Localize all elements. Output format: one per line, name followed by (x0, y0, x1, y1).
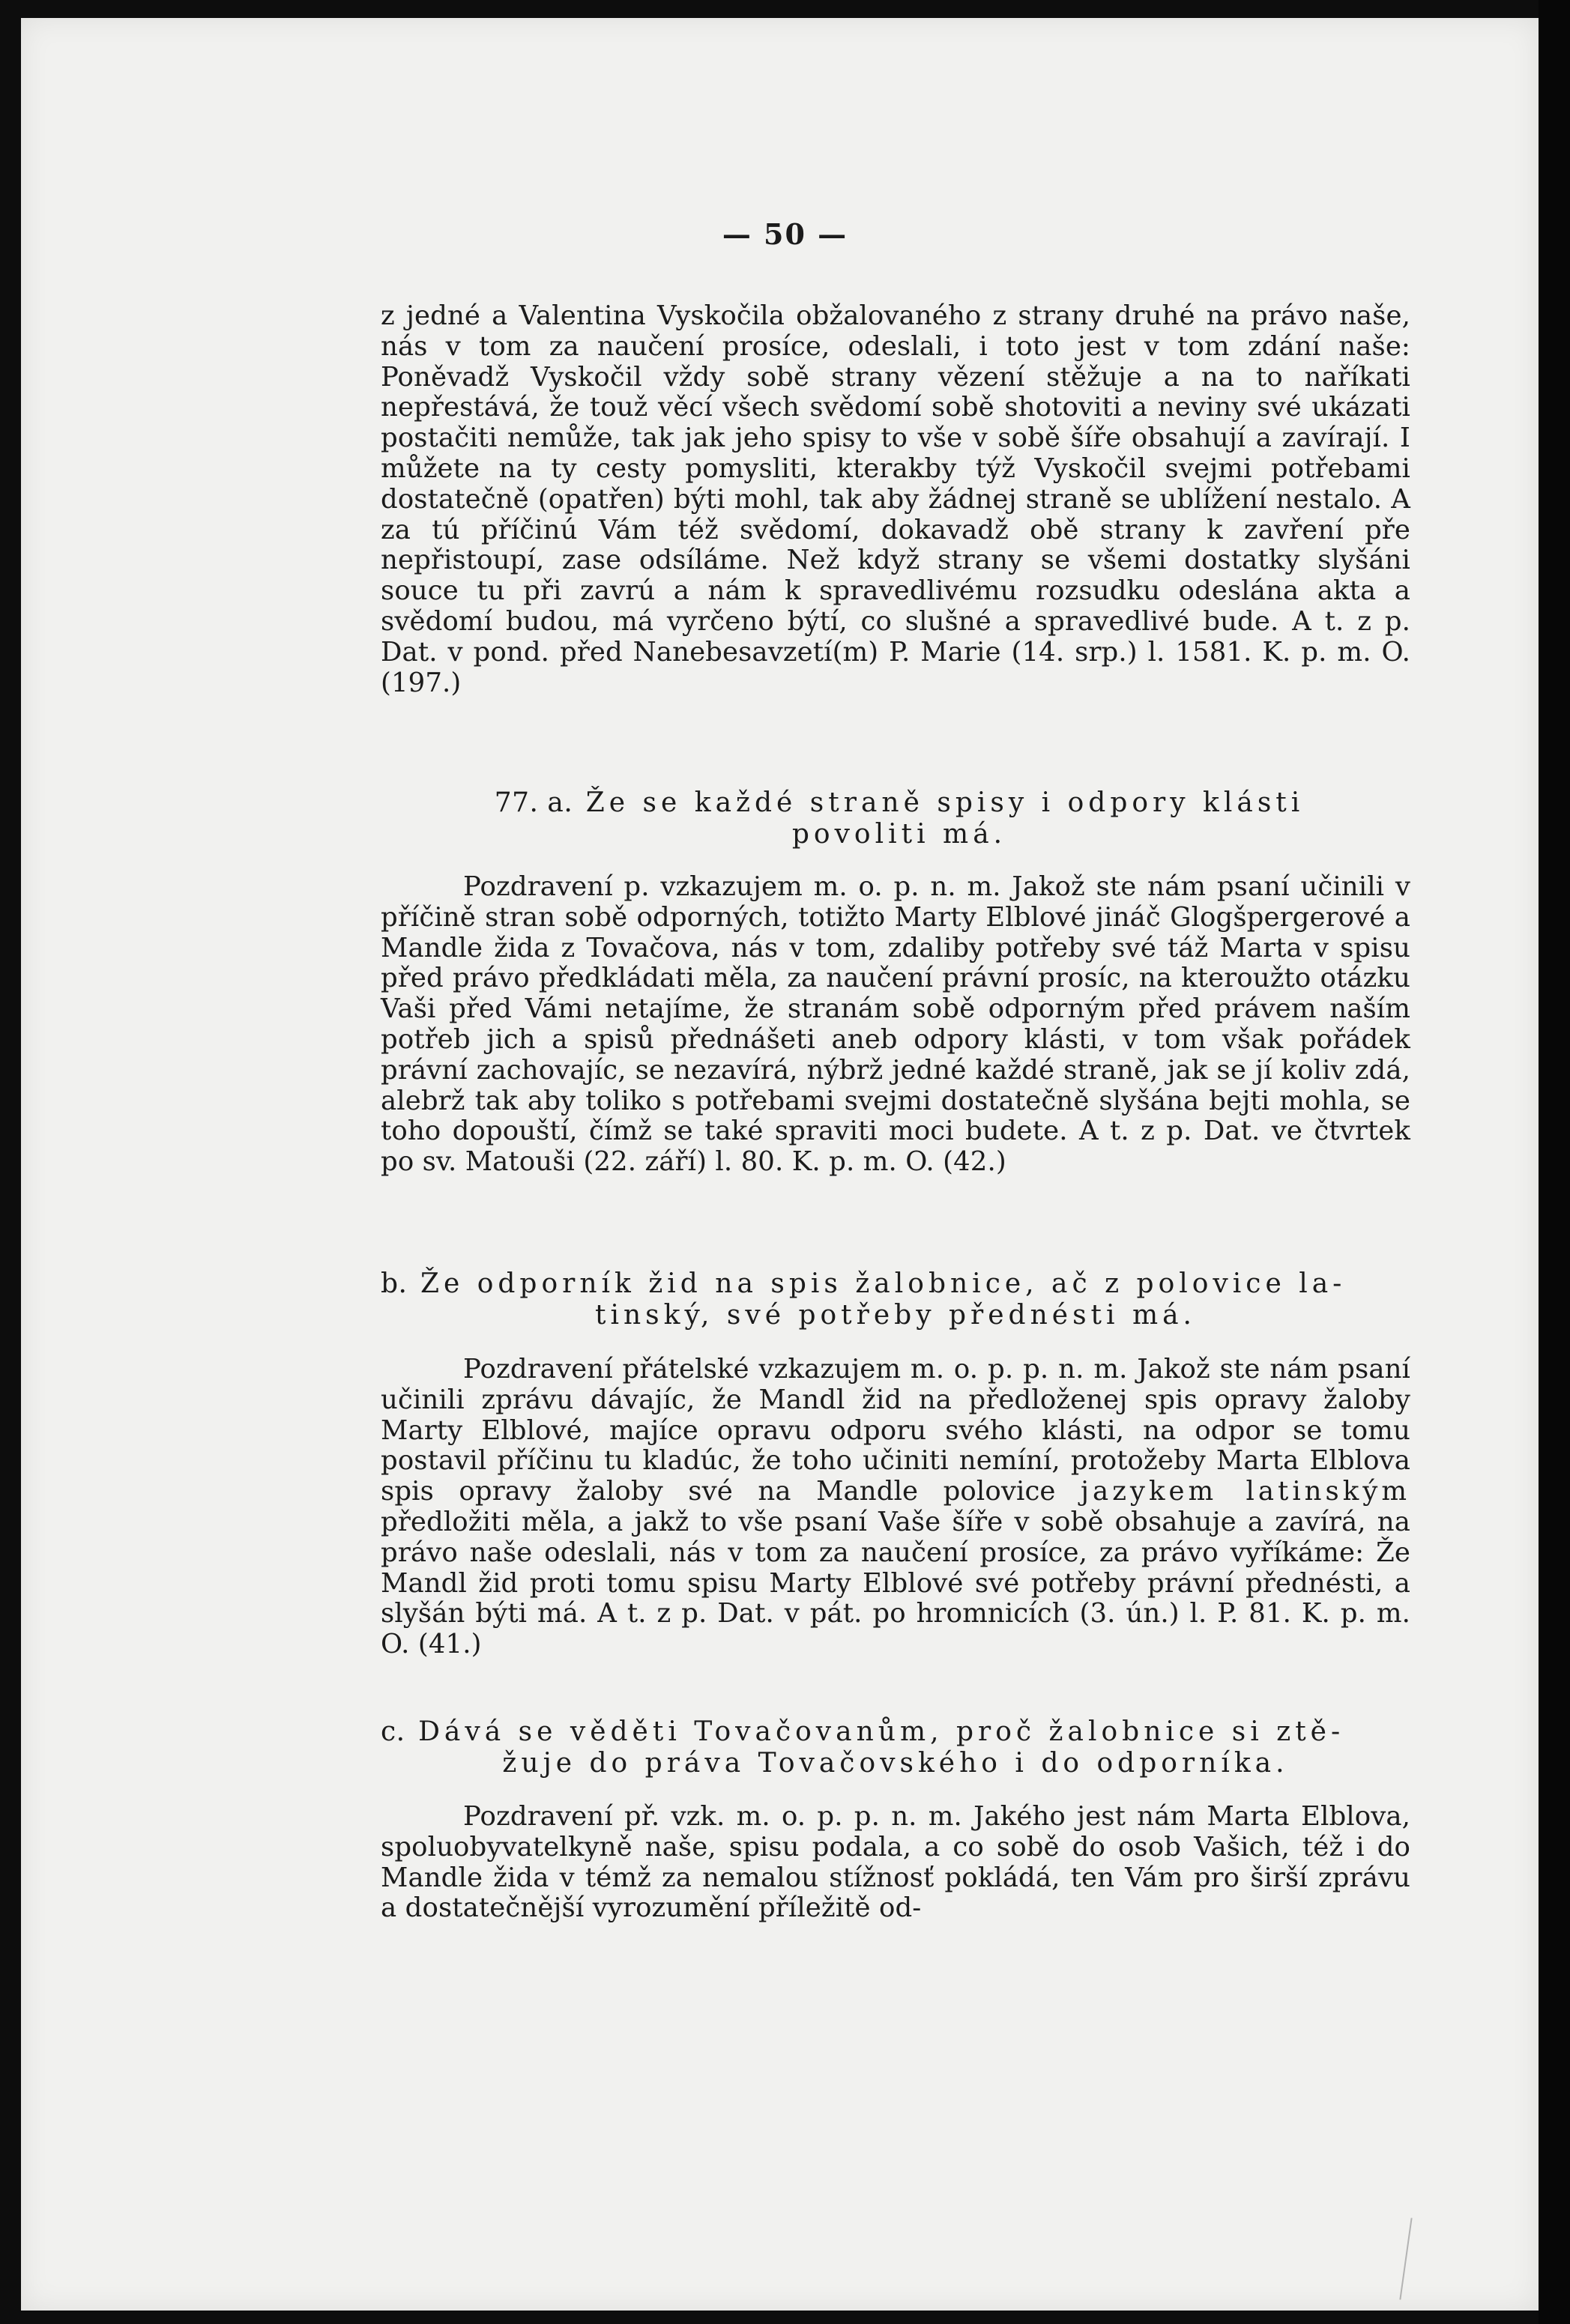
paragraph-b-spaced: jazykem latinským (1081, 1476, 1410, 1507)
scan-edge (1539, 0, 1570, 2324)
continuation-paragraph: z jedné a Valentina Vyskočila obžalovaného z strany druhé na právo naše, nás v tom za naučení prosíce, odeslali, i toto jest v tom zdání naše: Poněvadž Vyskočil vždy sobě strany vězení stěžuje a na to naříkati nepřestává, že touž věcí všech svědomí sobě shotoviti a neviny své ukázati postačiti nemůže, tak jak jeho spisy to vše v sobě šíře obsahují a zavírají. I můžete na ty cesty pomysliti, kterakby týž Vyskočil svejmi potřebami dostatečně (opatřen) býti mohl, tak aby žádnej straně se ublížení nestalo. A za tú příčinú Vám též svědomí, dokavadž obě strany k zavření pře nepřistoupí, zase odsíláme. Než když strany se všemi dostatky slyšáni souce tu při zavrú a nám k spravedlivému rozsudku odeslána akta a svědomí budou, má vyrčeno býtí, co slušné a spravedlivé bude. A t. z p. Dat. v pond. před Nanebesavzetí(m) P. Marie (14. srp.) l. 1581. K. p. m. O. (197.) (381, 300, 1410, 698)
heading-77a (420, 787, 1379, 850)
heading-77a-title: Že se každé straně spisy i odpory klásti povoliti má. (585, 787, 1305, 850)
heading-b-number: b. (381, 1268, 408, 1299)
heading-b (381, 1268, 1410, 1300)
heading-c-number: c. (381, 1716, 405, 1747)
paragraph-77a: Pozdravení p. vzkazujem m. o. p. n. m. Jakož ste nám psaní učinili v příčině stran sobě odporných, totižto Marty Elblové jináč Glogšpergerové a Mandle žida z Tovačova, nás v tom, zdaliby potřeby své táž Marta v spisu před právo předkládati měla, za naučení právní prosíc, na kteroužto otázku Vaši před Vámi netajíme, že stranám sobě odporným před právem naším potřeb jich a spisů přednášeti aneb odpory klásti, v tom však pořádek právní zachovajíc, se nezavírá, nýbrž jedné každé straně, jak se jí koliv zdá, alebrž tak aby toliko s potřebami svejmi dostatečně slyšána bejti mohla, se toho dopouští, čímž se také spraviti moci budete. A t. z p. Dat. ve čtvrtek po sv. Matouši (22. září) l. 80. K. p. m. O. (42.) (381, 871, 1410, 1178)
heading-c-line1: Dává se věděti Tovačovanům, proč žalobnice si ztě- (418, 1716, 1345, 1747)
paragraph-b-part2: předložiti měla, a jakž to vše psaní Vaše šíře v sobě obsahuje a zavírá, na právo naše odeslali, nás v tom za naučení prosíce, za právo vyříkáme: Že Mandl žid proti tomu spisu Marty Elblové své potřeby právní přednésti, a slyšán býti má. A t. z p. Dat. v pát. po hromnicích (3. ún.) l. P. 81. K. p. m. O. (41.) (381, 1506, 1410, 1660)
paragraph-b (381, 1355, 1410, 1660)
heading-b-line1: Že odporník žid na spis žalobnice, ač z polovice la- (420, 1268, 1347, 1299)
paragraph-b-part1: Pozdravení přátelské vzkazujem m. o. p. p. n. m. Jakož ste nám psaní učinili zprávu dávajíc, že Mandl žid na předloženej spis opravy žaloby Marty Elblové, majíce opravu odporu svého klásti, na odpor se tomu postavil příčinu tu kladúc, že toho učiniti nemíní, protožeby Marta Elblova spis opravy žaloby své na Mandle polovice (381, 1354, 1410, 1507)
page-number: — 50 — (722, 217, 848, 251)
heading-c (381, 1716, 1410, 1748)
heading-c-line2: žuje do práva Tovačovského i do odporníka. (502, 1748, 1289, 1779)
paragraph-c: Pozdravení př. vzk. m. o. p. p. n. m. Jakého jest nám Marta Elblova, spoluobyvatelkyně naše, spisu podala, a co sobě do osob Vašich, též i do Mandle žida v témž za nemalou stížnosť pokládá, ten Vám pro širší zprávu a dostatečnější vyrozumění příležitě od- (381, 1801, 1410, 1924)
heading-77a-number: 77. a. (494, 787, 573, 818)
heading-b-line2: tinský, své potřeby přednésti má. (594, 1300, 1197, 1331)
